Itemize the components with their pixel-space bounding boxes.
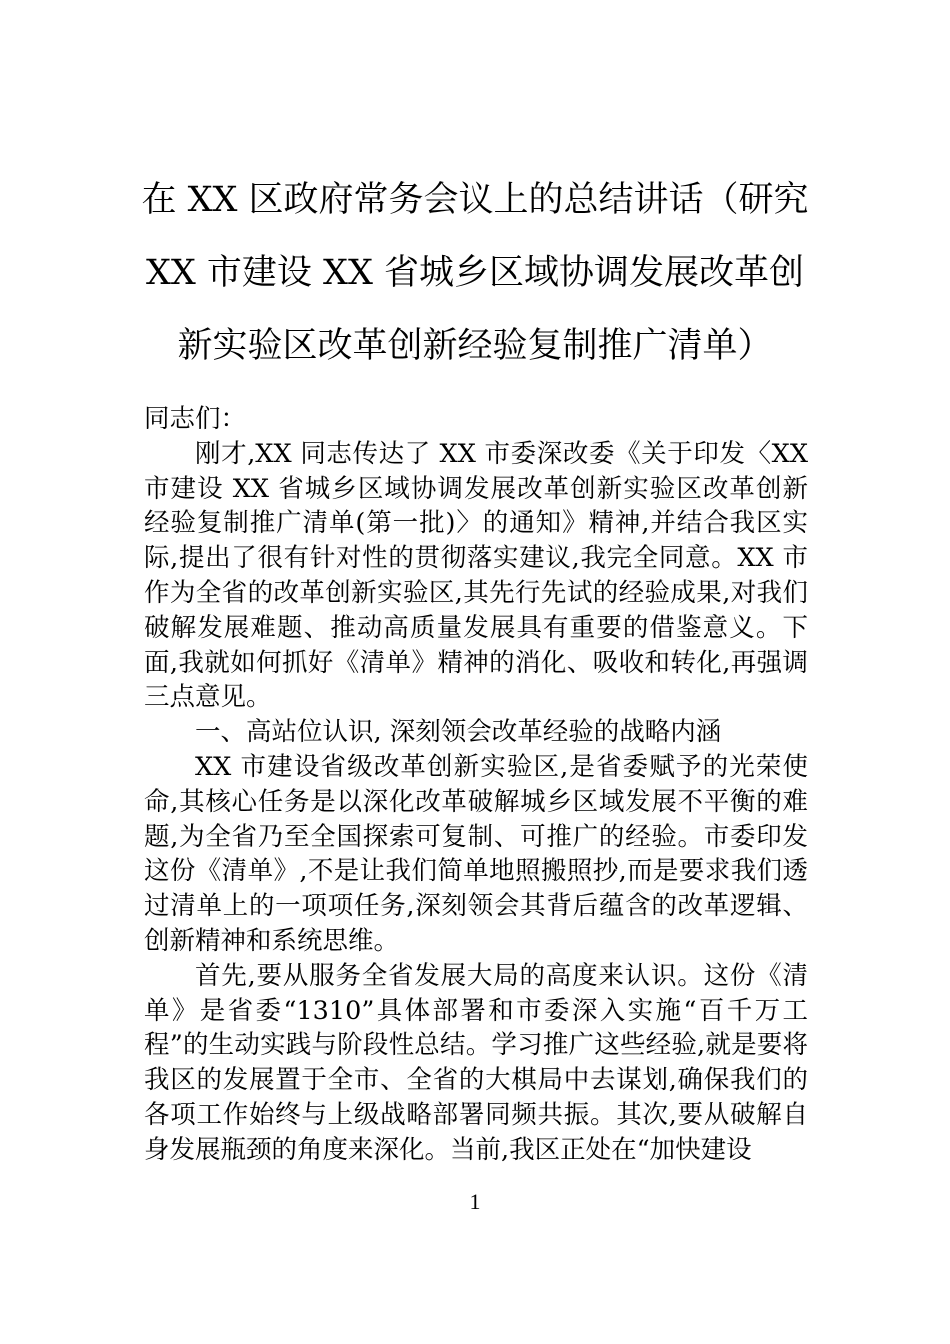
paragraph-2: XX 市建设省级改革创新实验区,是省委赋予的光荣使命,其核心任务是以深化改革破解城乡区域发展不平衡的难题,为全省乃至全国探索可复制、可推广的经验。市委印发这份《清单》,不是让我们简单地照搬照抄,而是要求我们透过清单上的一项项任务,深刻领会其背后蕴含的改革逻辑、创新精神和系统思维。 [144,751,808,956]
salutation: 同志们： [144,404,247,434]
title-line-2: XX 市建设 XX 省城乡区域协调发展改革创 [145,253,805,293]
paragraph-3: 首先,要从服务全省发展大局的高度来认识。这份《清单》是省委“1310”具体部署和市委深入实施“百千万工程”的生动实践与阶段性总结。学习推广这些经验,就是要将我区的发展置于全市、全省的大棋局中去谋划,确保我们的各项工作始终与上级战略部署同频共振。其次,要从破解自身发展瓶颈的角度来深化。当前,我区正处在“加快建设 [144,960,808,1165]
section-heading-1: 一、高站位认识, 深刻领会改革经验的战略内涵 [195,717,722,748]
paragraph-1: 刚才,XX 同志传达了 XX 市委深改委《关于印发〈XX 市建设 XX 省城乡区域协调发展改革创新实验区改革创新经验复制推广清单(第一批)〉的通知》精神,并结合我区实际,提出了很有针对性的贯彻落实建议,我完全同意。XX 市作为全省的改革创新实验区,其先行先试的经验成果,对我们破解发展难题、推动高质量发展具有重要的借鉴意义。下面,我就如何抓好《清单》精神的消化、吸收和转化,再强调三点意见。 [144,438,808,713]
page-number: 1 [469,1189,481,1214]
document-title [120,164,830,383]
title-line-3: 新实验区改革创新经验复制推广清单） [177,326,773,366]
title-line-1: 在 XX 区政府常务会议上的总结讲话（研究 [141,180,809,220]
document-body [144,402,808,1168]
